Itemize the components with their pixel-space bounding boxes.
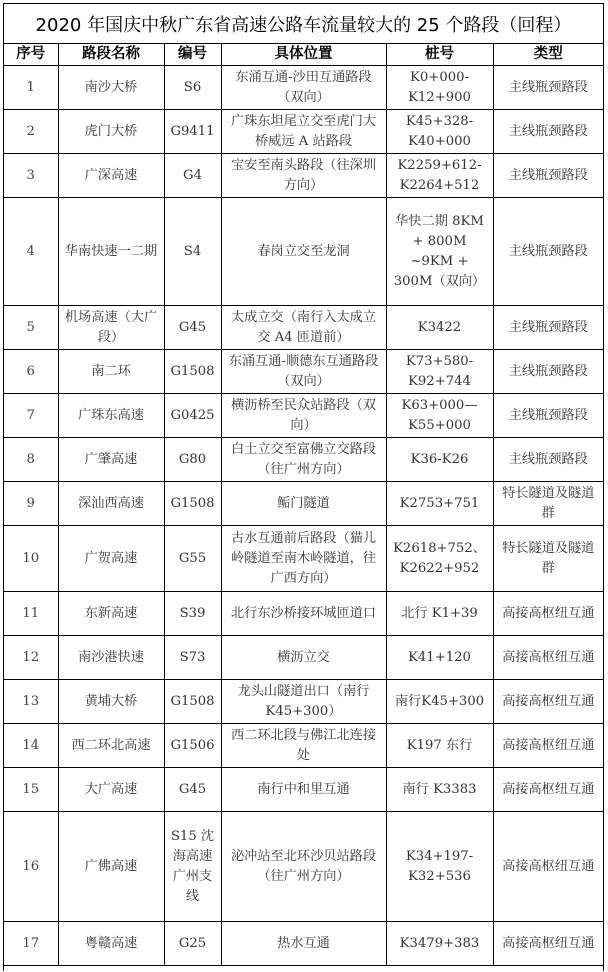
cell-no: 11: [4, 592, 58, 636]
cell-stake: K3422: [386, 306, 493, 350]
cell-type: 主线瓶颈路段: [493, 438, 603, 482]
cell-type: 高接高枢纽互通: [493, 592, 603, 636]
table-row: [4, 154, 603, 198]
cell-no: 16: [4, 812, 58, 922]
cell-stake: K197 东行: [386, 724, 493, 768]
cell-stake: K45+328-K40+000: [386, 110, 493, 154]
cell-no: 4: [4, 198, 58, 306]
col-header-type: 类型: [493, 44, 603, 66]
cell-stake: K0+000-K12+900: [386, 66, 493, 110]
col-header-no: 序号: [4, 44, 58, 66]
table-row: [4, 482, 603, 526]
table-row: [4, 680, 603, 724]
cell-code: S15 沈海高速广州支线: [164, 812, 221, 922]
cell-location: 龙头山隧道出口（南行 K45+300）: [221, 680, 386, 724]
cell-location: 东涌互通-顺德东互通路段（双向）: [221, 350, 386, 394]
cell-type: 主线瓶颈路段: [493, 394, 603, 438]
cell-no: 6: [4, 350, 58, 394]
cell-stake: K73+580-K92+744: [386, 350, 493, 394]
road-sections-table: [4, 44, 603, 966]
table-row: [4, 526, 603, 592]
cell-type: 特长隧道及隧道群: [493, 482, 603, 526]
cell-no: 2: [4, 110, 58, 154]
table-row: [4, 438, 603, 482]
cell-no: 13: [4, 680, 58, 724]
cell-code: G25: [164, 922, 221, 966]
cell-type: 主线瓶颈路段: [493, 350, 603, 394]
cell-name: 黄埔大桥: [58, 680, 164, 724]
table-row: [4, 66, 603, 110]
cell-type: 主线瓶颈路段: [493, 154, 603, 198]
cell-no: 15: [4, 768, 58, 812]
cell-stake: K2753+751: [386, 482, 493, 526]
cell-code: G1508: [164, 680, 221, 724]
document-title: 2020 年国庆中秋广东省高速公路车流量较大的 25 个路段（回程）: [4, 4, 603, 44]
cell-no: 3: [4, 154, 58, 198]
cell-stake: K36-K26: [386, 438, 493, 482]
cell-type: 特长隧道及隧道群: [493, 526, 603, 592]
cell-name: 广肇高速: [58, 438, 164, 482]
cell-code: G1508: [164, 350, 221, 394]
cell-no: 7: [4, 394, 58, 438]
cell-location: 白土立交至富佛立交路段（往广州方向）: [221, 438, 386, 482]
cell-name: 粤赣高速: [58, 922, 164, 966]
cell-stake: K3479+383: [386, 922, 493, 966]
cell-name: 华南快速一二期: [58, 198, 164, 306]
cell-name: 南二环: [58, 350, 164, 394]
cell-location: 横沥立交: [221, 636, 386, 680]
cell-type: 高接高枢纽互通: [493, 812, 603, 922]
cell-stake: 华快二期 8KM + 800M ~9KM + 300M（双向）: [386, 198, 493, 306]
table-row: [4, 592, 603, 636]
cell-stake: K41+120: [386, 636, 493, 680]
cell-code: G1506: [164, 724, 221, 768]
cell-name: 深汕西高速: [58, 482, 164, 526]
cell-type: 主线瓶颈路段: [493, 198, 603, 306]
cell-code: G80: [164, 438, 221, 482]
cell-name: 广珠东高速: [58, 394, 164, 438]
cell-code: G55: [164, 526, 221, 592]
cell-code: G0425: [164, 394, 221, 438]
cell-no: 1: [4, 66, 58, 110]
cell-no: 14: [4, 724, 58, 768]
cell-location: 北行东沙桥接环城匝道口: [221, 592, 386, 636]
table-row: [4, 394, 603, 438]
table-row: [4, 768, 603, 812]
cell-location: 鲘门隧道: [221, 482, 386, 526]
cell-location: 春岗立交至龙洞: [221, 198, 386, 306]
cell-stake: K63+000—K55+000: [386, 394, 493, 438]
cell-type: 高接高枢纽互通: [493, 724, 603, 768]
table-row: [4, 724, 603, 768]
cell-no: 10: [4, 526, 58, 592]
cell-type: 高接高枢纽互通: [493, 922, 603, 966]
cell-no: 5: [4, 306, 58, 350]
cell-code: G45: [164, 768, 221, 812]
cell-code: G45: [164, 306, 221, 350]
cell-type: 高接高枢纽互通: [493, 768, 603, 812]
cell-name: 机场高速（大广段）: [58, 306, 164, 350]
cell-location: 泌冲站至北环沙贝站路段（往广州方向）: [221, 812, 386, 922]
cell-location: 宝安至南头路段（往深圳方向）: [221, 154, 386, 198]
cell-type: 主线瓶颈路段: [493, 66, 603, 110]
cell-code: G1508: [164, 482, 221, 526]
cell-name: 虎门大桥: [58, 110, 164, 154]
cell-name: 广深高速: [58, 154, 164, 198]
cell-name: 西二环北高速: [58, 724, 164, 768]
cell-location: 横沥桥至民众站路段（双向）: [221, 394, 386, 438]
cell-stake: K2618+752、K2622+952: [386, 526, 493, 592]
cell-location: 东涌互通-沙田互通路段（双向）: [221, 66, 386, 110]
table-row: [4, 198, 603, 306]
cell-no: 12: [4, 636, 58, 680]
cell-name: 东新高速: [58, 592, 164, 636]
cell-no: 8: [4, 438, 58, 482]
table-row: [4, 922, 603, 966]
cell-code: S39: [164, 592, 221, 636]
table-row: [4, 636, 603, 680]
table-header-row: [4, 44, 603, 66]
cell-stake: 北行 K1+39: [386, 592, 493, 636]
cell-location: 西二环北段与佛江北连接处: [221, 724, 386, 768]
col-header-code: 编号: [164, 44, 221, 66]
col-header-stake: 桩号: [386, 44, 493, 66]
table-row: [4, 812, 603, 922]
cell-location: 南行中和里互通: [221, 768, 386, 812]
cell-stake: K34+197-K32+536: [386, 812, 493, 922]
document-page: [3, 3, 604, 971]
cell-location: 热水互通: [221, 922, 386, 966]
cell-no: 9: [4, 482, 58, 526]
cell-location: 广珠东坦尾立交至虎门大桥威远 A 站路段: [221, 110, 386, 154]
col-header-location: 具体位置: [221, 44, 386, 66]
cell-type: 高接高枢纽互通: [493, 680, 603, 724]
cell-code: S6: [164, 66, 221, 110]
cell-stake: K2259+612-K2264+512: [386, 154, 493, 198]
cell-name: 广佛高速: [58, 812, 164, 922]
cell-code: S4: [164, 198, 221, 306]
cell-name: 广贺高速: [58, 526, 164, 592]
col-header-name: 路段名称: [58, 44, 164, 66]
cell-name: 大广高速: [58, 768, 164, 812]
table-row: [4, 110, 603, 154]
cell-location: 古水互通前后路段（猫儿岭隧道至南木岭隧道，往广西方向）: [221, 526, 386, 592]
cell-code: G9411: [164, 110, 221, 154]
cell-location: 太成立交（南行入太成立交 A4 匝道前）: [221, 306, 386, 350]
cell-code: S73: [164, 636, 221, 680]
cell-type: 主线瓶颈路段: [493, 110, 603, 154]
cell-name: 南沙大桥: [58, 66, 164, 110]
table-row: [4, 306, 603, 350]
cell-stake: 南行K45+300: [386, 680, 493, 724]
table-row: [4, 350, 603, 394]
cell-type: 高接高枢纽互通: [493, 636, 603, 680]
cell-code: G4: [164, 154, 221, 198]
cell-type: 主线瓶颈路段: [493, 306, 603, 350]
cell-name: 南沙港快速: [58, 636, 164, 680]
cell-stake: 南行 K3383: [386, 768, 493, 812]
cell-no: 17: [4, 922, 58, 966]
